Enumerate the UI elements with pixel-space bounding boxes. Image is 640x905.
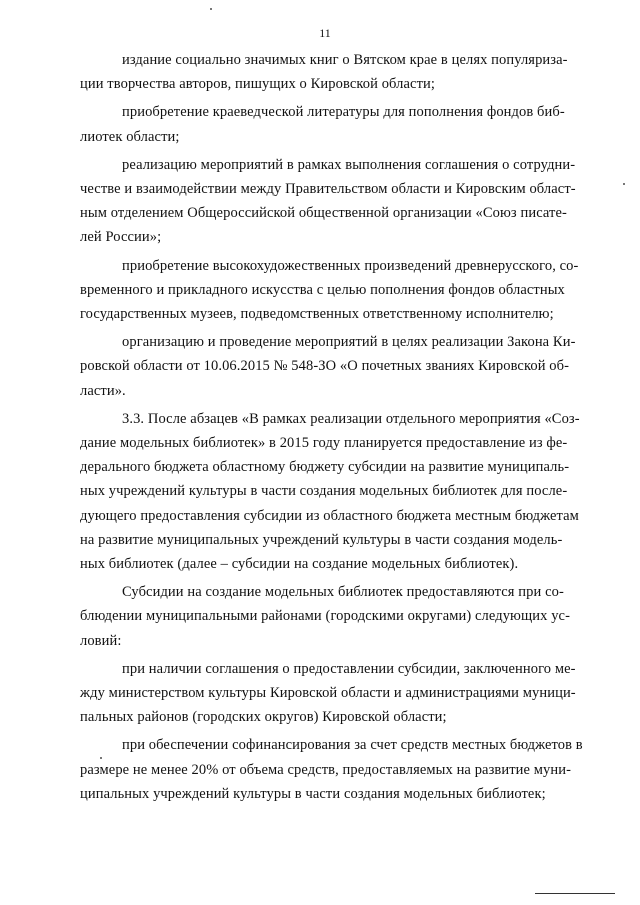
paragraph <box>80 657 600 730</box>
footer-rule <box>535 893 615 894</box>
text-line: 3.3. После абзацев «В рамках реализации отдельного мероприятия «Соз- <box>122 410 580 427</box>
paragraph <box>80 580 600 653</box>
paragraph <box>80 48 600 96</box>
text-line: дующего предоставления субсидии из областного бюджета местным бюджетам <box>80 507 579 524</box>
paragraph <box>80 407 600 576</box>
text-line: Субсидии на создание модельных библиотек предоставляются при со- <box>122 584 564 601</box>
text-line: дание модельных библиотек» в 2015 году планируется предоставление из фе- <box>80 435 568 452</box>
text-line: ласти». <box>80 382 126 399</box>
scan-speck <box>100 757 102 759</box>
text-line: приобретение краеведческой литературы для пополнения фондов биб- <box>122 104 565 121</box>
text-line: честве и взаимодействии между Правительством области и Кировским област- <box>80 181 576 198</box>
paragraph <box>80 153 600 250</box>
text-line: организацию и проведение мероприятий в целях реализации Закона Ки- <box>122 334 576 351</box>
text-line: временного и прикладного искусства с целью пополнения фондов областных <box>80 281 565 298</box>
text-line: ных учреждений культуры в части создания модельных библиотек для после- <box>80 483 568 500</box>
text-line: издание социально значимых книг о Вятском крае в целях популяриза- <box>122 52 568 68</box>
text-line: приобретение высокохудожественных произведений древнерусского, со- <box>122 257 579 274</box>
text-line: ции творчества авторов, пишущих о Кировской области; <box>80 76 435 93</box>
paragraph <box>80 733 600 806</box>
scan-speck <box>210 8 212 10</box>
text-line: жду министерством культуры Кировской области и администрациями муници- <box>80 685 576 702</box>
text-line: лей России»; <box>80 229 162 246</box>
text-line: лиотек области; <box>80 128 180 145</box>
text-line: ловий: <box>80 632 122 649</box>
document-body <box>80 48 600 810</box>
text-line: при обеспечении софинансирования за счет средств местных бюджетов в <box>122 737 583 754</box>
text-line: при наличии соглашения о предоставлении субсидии, заключенного ме- <box>122 660 576 677</box>
text-line: на развитие муниципальных учреждений культуры в части создания модель- <box>80 531 563 548</box>
text-line: государственных музеев, подведомственных ответственному исполнителю; <box>80 306 554 323</box>
text-line: дерального бюджета областному бюджету субсидии на развитие муниципаль- <box>80 459 570 476</box>
paragraph <box>80 330 600 403</box>
paragraph <box>80 254 600 327</box>
text-line: реализацию мероприятий в рамках выполнения соглашения о сотрудни- <box>122 156 576 173</box>
paragraph <box>80 100 600 148</box>
text-line: ным отделением Общероссийской общественной организации «Союз писате- <box>80 205 567 222</box>
text-line: ципальных учреждений культуры в части создания модельных библиотек; <box>80 785 546 802</box>
text-line: размере не менее 20% от объема средств, предоставляемых на развитие муни- <box>80 761 572 778</box>
text-line: ровской области от 10.06.2015 № 548-ЗО «О почетных званиях Кировской об- <box>80 358 570 375</box>
text-line: пальных районов (городских округов) Кировской области; <box>80 709 447 726</box>
scan-speck <box>623 183 625 185</box>
page-number: 11 <box>319 26 331 40</box>
text-line: блюдении муниципальными районами (городскими округами) следующих ус- <box>80 608 571 625</box>
text-line: ных библиотек (далее – субсидии на создание модельных библиотек). <box>80 556 519 573</box>
